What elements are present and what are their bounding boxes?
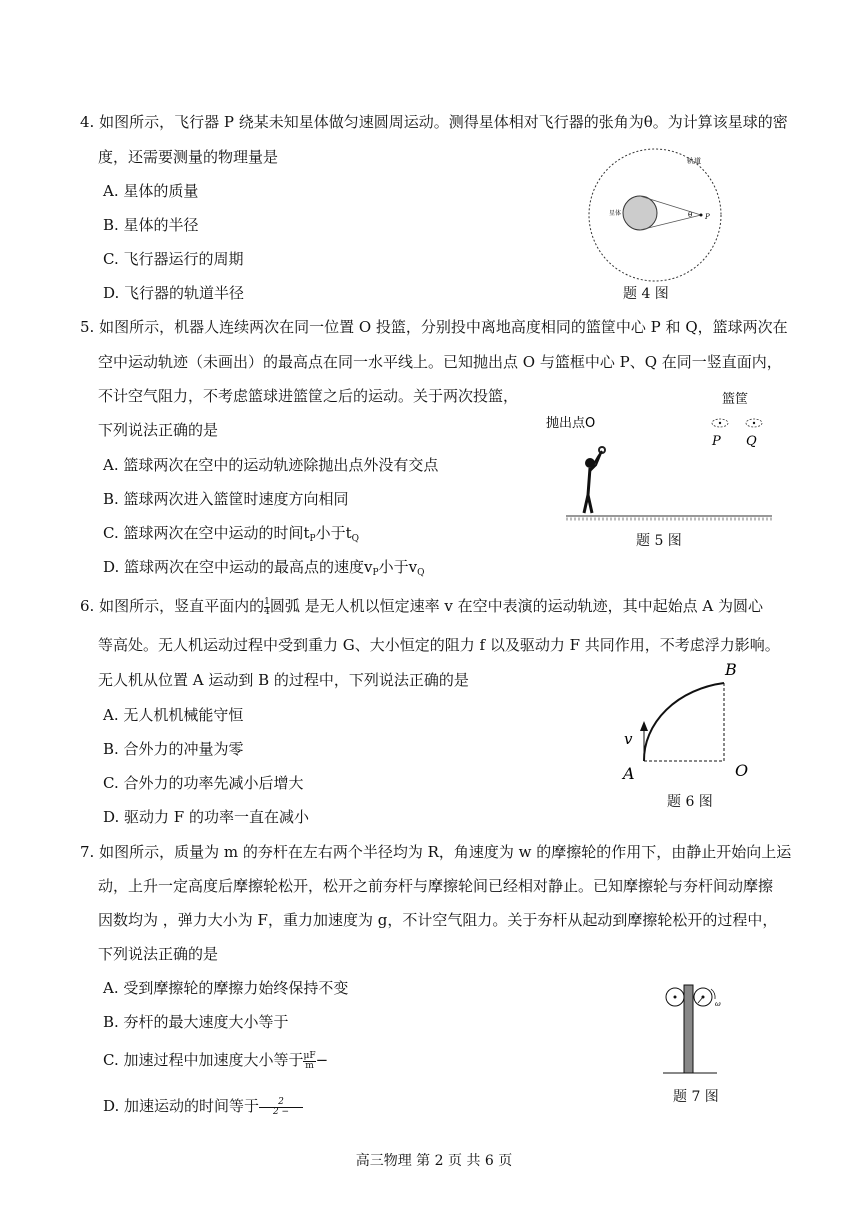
q6-stem-line2: 等高处。无人机运动过程中受到重力 G、大小恒定的阻力 f 以及驱动力 F 共同作用，不考虑浮力影响。 (98, 636, 780, 654)
q6-option-a: A. 无人机机械能守恒 (103, 706, 244, 724)
q6-option-c: C. 合外力的功率先减小后增大 (103, 774, 304, 792)
q6-figure (615, 655, 765, 785)
q4-option-d: D. 飞行器的轨道半径 (103, 284, 245, 302)
q7-option-d: D. 加速运动的时间等于 $\frac{2}{2 -}$ (103, 1096, 303, 1117)
q5-caption: 题 5 图 (636, 533, 682, 549)
q5-stem-line1: 5. 如图所示，机器人连续两次在同一位置 O 投篮，分别投中离地高度相同的篮筐中心 P 和 Q，篮球两次在 (80, 318, 788, 336)
q4-option-c: C. 飞行器运行的周期 (103, 250, 244, 268)
q6-option-b: B. 合外力的冲量为零 (103, 740, 244, 758)
q5-stem-line2: 空中运动轨迹（未画出）的最高点在同一水平线上。已知抛出点 O 与篮框中心 P、Q 在同一竖直面内， (98, 353, 782, 371)
svg-text:P: P (705, 213, 710, 221)
svg-text:抛出点O: 抛出点O (546, 416, 596, 431)
q6-caption: 题 6 图 (667, 794, 713, 810)
q5-stem-line4: 下列说法正确的是 (98, 421, 219, 439)
q4-stem-line1: 4. 如图所示，飞行器 P 绕某未知星体做匀速圆周运动。测得星体相对飞行器的张角为θ。为计算该星球的密 (80, 113, 788, 131)
svg-text:B: B (725, 660, 737, 679)
svg-text:θ: θ (688, 211, 693, 219)
q7-stem-line2: 动，上升一定高度后摩擦轮松开，松开之前夯杆与摩擦轮间已经相对静止。已知摩擦轮与夯杆间动摩擦 (98, 877, 774, 895)
q5-figure (540, 385, 790, 525)
q7-option-c: C. 加速过程中加速度大小等于 $\frac{\mu F}{m}$ − (103, 1050, 329, 1071)
q7-caption: 题 7 图 (673, 1089, 719, 1105)
q7-option-b: B. 夯杆的最大速度大小等于 (103, 1013, 289, 1031)
q4-caption: 题 4 图 (623, 286, 669, 302)
q4-figure (585, 145, 725, 285)
q5-stem-line3: 不计空气阻力，不考虑篮球进篮筐之后的运动。关于两次投篮， (98, 387, 519, 405)
svg-text:篮筐: 篮筐 (722, 392, 749, 407)
q7-stem-line4: 下列说法正确的是 (98, 945, 219, 963)
q5-option-a: A. 篮球两次在空中的运动轨迹除抛出点外没有交点 (103, 456, 439, 474)
svg-text:ω: ω (715, 1000, 721, 1008)
svg-text:P: P (712, 434, 721, 449)
q7-stem-line1: 7. 如图所示，质量为 m 的夯杆在左右两个半径均为 R，角速度为 w 的摩擦轮的作用下，由静止开始向上运 (80, 843, 792, 861)
page-footer: 高三物理 第 2 页 共 6 页 (355, 1153, 513, 1169)
svg-text:O: O (735, 761, 749, 780)
svg-text:v: v (624, 730, 633, 748)
svg-text:A: A (623, 764, 635, 783)
q7-stem-line3: 因数均为 ，弹力大小为 F，重力加速度为 g，不计空气阻力。关于夯杆从起动到摩擦轮松开的过程中， (98, 911, 778, 929)
svg-text:Q: Q (746, 434, 757, 449)
svg-text:星体: 星体 (609, 210, 622, 217)
q6-option-d: D. 驱动力 F 的功率一直在减小 (103, 808, 309, 826)
q5-option-b: B. 篮球两次进入篮筐时速度方向相同 (103, 490, 349, 508)
q4-option-a: A. 星体的质量 (103, 182, 199, 200)
q5-option-d: D. 篮球两次在空中运动的最高点的速度$v_P$小于$v_Q$ (103, 558, 425, 578)
q6-stem-line1: 6. 如图所示，竖直平面内的 $\frac{1}{4}$ 圆弧 是无人机以恒定速率 v 在空中表演的运动轨迹，其中起始点 A 为圆心 (80, 596, 763, 617)
q7-option-a: A. 受到摩擦轮的摩擦力始终保持不变 (103, 979, 349, 997)
q7-figure (655, 975, 735, 1080)
q5-option-c: C. 篮球两次在空中运动的时间$t_P$小于$t_Q$ (103, 524, 359, 544)
q4-option-b: B. 星体的半径 (103, 216, 199, 234)
q4-stem-line2: 度，还需要测量的物理量是 (98, 148, 279, 166)
q6-stem-line3: 无人机从位置 A 运动到 B 的过程中，下列说法正确的是 (98, 671, 469, 689)
svg-text:轨道: 轨道 (687, 157, 701, 165)
